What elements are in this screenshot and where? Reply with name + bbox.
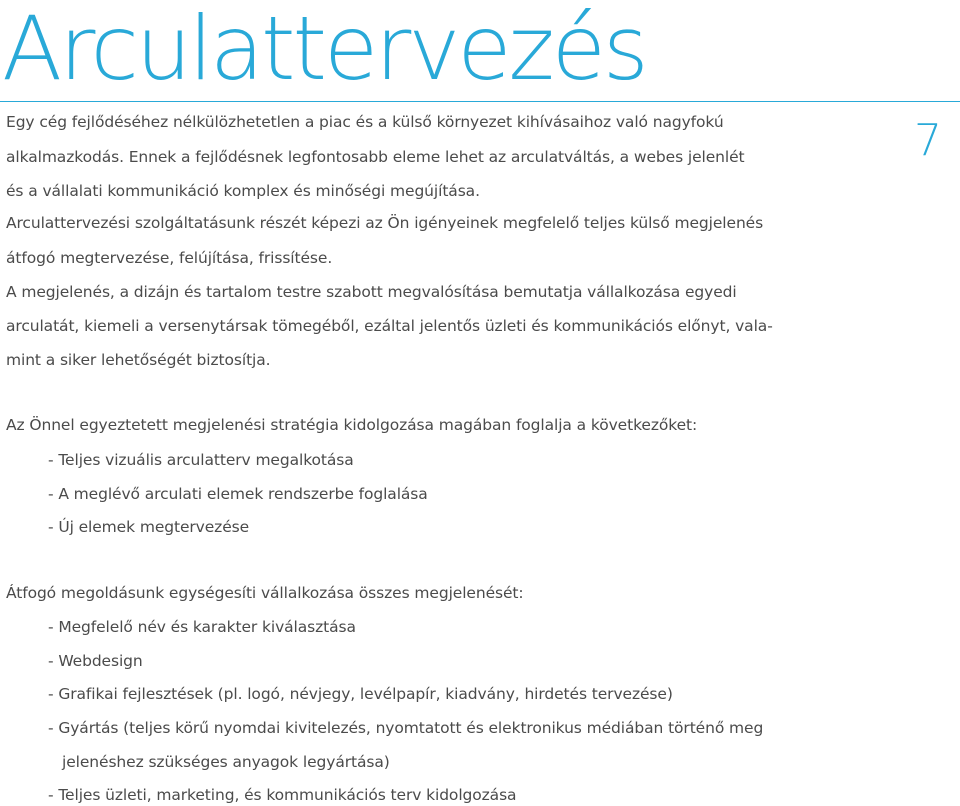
list-item: - Teljes üzleti, marketing, és kommunikációs terv kidolgozása [48,786,517,804]
paragraph-line: Egy cég fejlődéséhez nélkülözhetetlen a piac és a külső környezet kihívásaihoz való nagyfokú [6,113,724,131]
list-item: - Grafikai fejlesztések (pl. logó, névjegy, levélpapír, kiadvány, hirdetés tervezése) [48,685,673,703]
paragraph-line: Arculattervezési szolgáltatásunk részét képezi az Ön igényeinek megfelelő teljes külső megjelenés [6,214,764,232]
list-item: - A meglévő arculati elemek rendszerbe foglalása [48,485,428,503]
page-title: Arculattervezés [2,0,646,100]
list-item: - Webdesign [48,652,143,670]
list-intro: Az Önnel egyeztetett megjelenési stratégia kidolgozása magában foglalja a következőket: [6,416,698,434]
list-item: - Új elemek megtervezése [48,518,250,536]
title-underline [0,101,960,102]
paragraph-line: arculatát, kiemeli a versenytársak tömegéből, ezáltal jelentős üzleti és kommunikációs előnyt, vala- [6,317,773,335]
paragraph-line: A megjelenés, a dizájn és tartalom testre szabott megvalósítása bemutatja vállalkozása egyedi [6,283,737,301]
paragraph-line: és a vállalati kommunikáció komplex és minőségi megújítása. [6,182,480,200]
list-item: - Megfelelő név és karakter kiválasztása [48,618,356,636]
list-intro: Átfogó megoldásunk egységesíti vállalkozása összes megjelenését: [6,584,524,602]
page-number: 7 [914,115,942,166]
list-item: - Teljes vizuális arculatterv megalkotása [48,451,354,469]
list-item: - Gyártás (teljes körű nyomdai kivitelezés, nyomtatott és elektronikus médiában történő meg [48,719,764,737]
list-item-continuation: jelenéshez szükséges anyagok legyártása) [62,753,390,771]
paragraph-line: átfogó megtervezése, felújítása, frissítése. [6,249,333,267]
paragraph-line: alkalmazkodás. Ennek a fejlődésnek legfontosabb eleme lehet az arculatváltás, a webes jelenlét [6,148,745,166]
paragraph-line: mint a siker lehetőségét biztosítja. [6,351,271,369]
